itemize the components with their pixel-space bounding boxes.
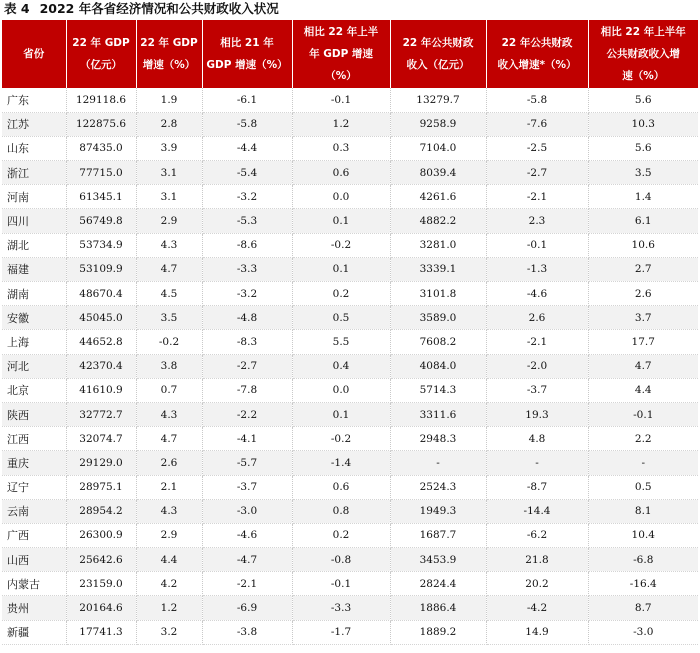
cell-vs-2021-gdp-growth: -7.8 — [202, 378, 292, 402]
cell-province: 福建 — [2, 257, 66, 281]
cell-vs-h1-fiscal-growth: 3.5 — [588, 161, 698, 185]
cell-vs-h1-gdp-growth: -0.2 — [292, 233, 390, 257]
province-economy-table — [2, 20, 698, 645]
cell-gdp: 32772.7 — [66, 402, 136, 426]
cell-vs-h1-gdp-growth: 0.1 — [292, 257, 390, 281]
cell-province: 广西 — [2, 523, 66, 547]
cell-gdp-growth: 3.1 — [136, 161, 202, 185]
cell-province: 湖北 — [2, 233, 66, 257]
cell-gdp: 48670.4 — [66, 282, 136, 306]
cell-gdp-growth: 3.5 — [136, 306, 202, 330]
cell-gdp: 17741.3 — [66, 620, 136, 644]
header-line: （%） — [325, 70, 357, 82]
cell-fiscal-revenue-growth: -4.2 — [486, 596, 588, 620]
table-row — [2, 330, 698, 354]
cell-fiscal-revenue: 2948.3 — [390, 427, 486, 451]
cell-fiscal-revenue: 13279.7 — [390, 88, 486, 112]
cell-vs-2021-gdp-growth: -6.1 — [202, 88, 292, 112]
cell-fiscal-revenue: 5714.3 — [390, 378, 486, 402]
cell-vs-2021-gdp-growth: -2.7 — [202, 354, 292, 378]
header-line: 省份 — [23, 48, 45, 60]
cell-fiscal-revenue: 3453.9 — [390, 548, 486, 572]
cell-fiscal-revenue: 3101.8 — [390, 282, 486, 306]
cell-vs-h1-fiscal-growth: 8.1 — [588, 499, 698, 523]
header-line: 相比 21 年 — [220, 37, 274, 49]
cell-gdp-growth: 4.3 — [136, 233, 202, 257]
cell-province: 河北 — [2, 354, 66, 378]
cell-vs-2021-gdp-growth: -4.6 — [202, 523, 292, 547]
table-row — [2, 257, 698, 281]
cell-fiscal-revenue-growth: -2.7 — [486, 161, 588, 185]
header-province — [2, 20, 66, 88]
cell-gdp-growth: -0.2 — [136, 330, 202, 354]
cell-vs-2021-gdp-growth: -2.1 — [202, 572, 292, 596]
table-row — [2, 620, 698, 644]
cell-fiscal-revenue: 1949.3 — [390, 499, 486, 523]
table-row — [2, 451, 698, 475]
table-row — [2, 596, 698, 620]
cell-vs-h1-fiscal-growth: 17.7 — [588, 330, 698, 354]
cell-gdp: 129118.6 — [66, 88, 136, 112]
cell-gdp-growth: 3.8 — [136, 354, 202, 378]
cell-vs-2021-gdp-growth: -3.2 — [202, 282, 292, 306]
cell-gdp-growth: 4.3 — [136, 499, 202, 523]
cell-fiscal-revenue: 4261.6 — [390, 185, 486, 209]
cell-fiscal-revenue: 1889.2 — [390, 620, 486, 644]
cell-vs-h1-gdp-growth: -0.1 — [292, 572, 390, 596]
cell-fiscal-revenue-growth: 2.3 — [486, 209, 588, 233]
cell-gdp-growth: 1.2 — [136, 596, 202, 620]
cell-vs-h1-fiscal-growth: 6.1 — [588, 209, 698, 233]
cell-province: 云南 — [2, 499, 66, 523]
cell-fiscal-revenue: 7608.2 — [390, 330, 486, 354]
cell-province: 山西 — [2, 548, 66, 572]
cell-vs-h1-gdp-growth: -0.8 — [292, 548, 390, 572]
header-gdp-growth — [136, 20, 202, 88]
cell-vs-h1-fiscal-growth: 1.4 — [588, 185, 698, 209]
cell-gdp-growth: 4.4 — [136, 548, 202, 572]
table-row — [2, 475, 698, 499]
header-line: 22 年 GDP — [72, 37, 130, 49]
table-row — [2, 233, 698, 257]
cell-gdp: 20164.6 — [66, 596, 136, 620]
cell-vs-h1-gdp-growth: 0.2 — [292, 282, 390, 306]
cell-gdp-growth: 1.9 — [136, 88, 202, 112]
cell-vs-2021-gdp-growth: -4.1 — [202, 427, 292, 451]
cell-gdp: 45045.0 — [66, 306, 136, 330]
cell-fiscal-revenue-growth: -2.1 — [486, 185, 588, 209]
header-line: 增速（%） — [142, 59, 196, 71]
cell-fiscal-revenue-growth: 2.6 — [486, 306, 588, 330]
cell-gdp: 41610.9 — [66, 378, 136, 402]
cell-province: 北京 — [2, 378, 66, 402]
cell-gdp-growth: 3.2 — [136, 620, 202, 644]
cell-fiscal-revenue-growth: 14.9 — [486, 620, 588, 644]
table-row — [2, 427, 698, 451]
cell-vs-h1-gdp-growth: -1.7 — [292, 620, 390, 644]
table-header — [2, 20, 698, 88]
cell-vs-2021-gdp-growth: -8.6 — [202, 233, 292, 257]
cell-gdp-growth: 3.1 — [136, 185, 202, 209]
table-row — [2, 161, 698, 185]
cell-vs-h1-fiscal-growth: - — [588, 451, 698, 475]
cell-vs-h1-gdp-growth: 0.5 — [292, 306, 390, 330]
cell-gdp: 26300.9 — [66, 523, 136, 547]
cell-province: 贵州 — [2, 596, 66, 620]
cell-vs-2021-gdp-growth: -3.2 — [202, 185, 292, 209]
header-gdp — [66, 20, 136, 88]
cell-gdp-growth: 0.7 — [136, 378, 202, 402]
header-line: 收入增速*（%） — [497, 59, 577, 71]
cell-vs-h1-gdp-growth: 0.6 — [292, 475, 390, 499]
cell-vs-h1-fiscal-growth: 2.2 — [588, 427, 698, 451]
header-line: 22 年公共财政 — [501, 37, 573, 49]
cell-vs-2021-gdp-growth: -4.7 — [202, 548, 292, 572]
cell-gdp-growth: 2.6 — [136, 451, 202, 475]
cell-vs-2021-gdp-growth: -5.8 — [202, 112, 292, 136]
cell-vs-h1-fiscal-growth: 2.7 — [588, 257, 698, 281]
cell-gdp: 56749.8 — [66, 209, 136, 233]
cell-fiscal-revenue: 3311.6 — [390, 402, 486, 426]
cell-vs-h1-fiscal-growth: -3.0 — [588, 620, 698, 644]
cell-fiscal-revenue-growth: 4.8 — [486, 427, 588, 451]
cell-gdp: 87435.0 — [66, 136, 136, 160]
cell-vs-2021-gdp-growth: -2.2 — [202, 402, 292, 426]
cell-fiscal-revenue-growth: -2.0 — [486, 354, 588, 378]
cell-fiscal-revenue: 4084.0 — [390, 354, 486, 378]
cell-fiscal-revenue-growth: 20.2 — [486, 572, 588, 596]
cell-vs-h1-fiscal-growth: 0.5 — [588, 475, 698, 499]
header-line: 年 GDP 增速 — [309, 48, 373, 60]
cell-vs-2021-gdp-growth: -3.3 — [202, 257, 292, 281]
cell-gdp: 77715.0 — [66, 161, 136, 185]
cell-fiscal-revenue: 2824.4 — [390, 572, 486, 596]
cell-gdp-growth: 4.7 — [136, 427, 202, 451]
cell-fiscal-revenue-growth: -4.6 — [486, 282, 588, 306]
cell-vs-2021-gdp-growth: -5.4 — [202, 161, 292, 185]
cell-vs-h1-gdp-growth: -1.4 — [292, 451, 390, 475]
table-row — [2, 209, 698, 233]
cell-gdp: 61345.1 — [66, 185, 136, 209]
cell-province: 江西 — [2, 427, 66, 451]
cell-fiscal-revenue: 4882.2 — [390, 209, 486, 233]
table-row — [2, 572, 698, 596]
cell-vs-h1-gdp-growth: -3.3 — [292, 596, 390, 620]
table-row — [2, 185, 698, 209]
table-caption — [4, 2, 279, 16]
cell-gdp-growth: 4.3 — [136, 402, 202, 426]
cell-vs-2021-gdp-growth: -3.7 — [202, 475, 292, 499]
cell-fiscal-revenue-growth: -2.1 — [486, 330, 588, 354]
cell-gdp-growth: 4.5 — [136, 282, 202, 306]
cell-vs-2021-gdp-growth: -4.8 — [202, 306, 292, 330]
cell-fiscal-revenue-growth: - — [486, 451, 588, 475]
cell-fiscal-revenue-growth: -3.7 — [486, 378, 588, 402]
cell-fiscal-revenue: - — [390, 451, 486, 475]
table-row — [2, 306, 698, 330]
header-line: 22 年公共财政 — [402, 37, 474, 49]
cell-vs-h1-fiscal-growth: -6.8 — [588, 548, 698, 572]
table-row — [2, 523, 698, 547]
cell-gdp-growth: 4.2 — [136, 572, 202, 596]
cell-fiscal-revenue: 8039.4 — [390, 161, 486, 185]
cell-gdp: 44652.8 — [66, 330, 136, 354]
cell-gdp: 32074.7 — [66, 427, 136, 451]
cell-fiscal-revenue: 3281.0 — [390, 233, 486, 257]
cell-province: 浙江 — [2, 161, 66, 185]
cell-vs-h1-gdp-growth: 0.8 — [292, 499, 390, 523]
cell-fiscal-revenue-growth: 19.3 — [486, 402, 588, 426]
cell-gdp: 29129.0 — [66, 451, 136, 475]
cell-fiscal-revenue-growth: -0.1 — [486, 233, 588, 257]
table-row — [2, 112, 698, 136]
table-row — [2, 282, 698, 306]
cell-gdp-growth: 2.9 — [136, 523, 202, 547]
table-row — [2, 136, 698, 160]
cell-province: 四川 — [2, 209, 66, 233]
table-row — [2, 88, 698, 112]
header-line: 相比 22 年上半 — [303, 26, 379, 38]
cell-fiscal-revenue-growth: -7.6 — [486, 112, 588, 136]
cell-vs-2021-gdp-growth: -3.0 — [202, 499, 292, 523]
cell-province: 辽宁 — [2, 475, 66, 499]
cell-province: 上海 — [2, 330, 66, 354]
cell-province: 河南 — [2, 185, 66, 209]
cell-gdp-growth: 2.1 — [136, 475, 202, 499]
cell-gdp-growth: 4.7 — [136, 257, 202, 281]
cell-fiscal-revenue: 3339.1 — [390, 257, 486, 281]
cell-fiscal-revenue: 3589.0 — [390, 306, 486, 330]
table-title: 2022 年各省经济情况和公共财政收入状况 — [39, 1, 279, 16]
cell-vs-h1-fiscal-growth: 10.4 — [588, 523, 698, 547]
cell-vs-h1-fiscal-growth: 5.6 — [588, 88, 698, 112]
cell-province: 陕西 — [2, 402, 66, 426]
cell-province: 江苏 — [2, 112, 66, 136]
cell-vs-h1-fiscal-growth: 10.3 — [588, 112, 698, 136]
cell-vs-2021-gdp-growth: -4.4 — [202, 136, 292, 160]
cell-fiscal-revenue-growth: -2.5 — [486, 136, 588, 160]
cell-fiscal-revenue-growth: -5.8 — [486, 88, 588, 112]
cell-province: 安徽 — [2, 306, 66, 330]
cell-vs-2021-gdp-growth: -3.8 — [202, 620, 292, 644]
cell-gdp: 23159.0 — [66, 572, 136, 596]
cell-vs-h1-fiscal-growth: -0.1 — [588, 402, 698, 426]
header-line: 22 年 GDP — [140, 37, 198, 49]
cell-fiscal-revenue-growth: -8.7 — [486, 475, 588, 499]
cell-province: 新疆 — [2, 620, 66, 644]
cell-gdp: 53109.9 — [66, 257, 136, 281]
cell-province: 内蒙古 — [2, 572, 66, 596]
cell-vs-h1-gdp-growth: 0.1 — [292, 402, 390, 426]
cell-fiscal-revenue-growth: -6.2 — [486, 523, 588, 547]
cell-gdp-growth: 2.8 — [136, 112, 202, 136]
cell-vs-h1-fiscal-growth: 4.7 — [588, 354, 698, 378]
cell-province: 山东 — [2, 136, 66, 160]
cell-fiscal-revenue: 2524.3 — [390, 475, 486, 499]
cell-fiscal-revenue-growth: -1.3 — [486, 257, 588, 281]
header-vs-h1-fiscal-growth — [588, 20, 698, 88]
header-vs-h1-gdp-growth — [292, 20, 390, 88]
cell-gdp-growth: 3.9 — [136, 136, 202, 160]
cell-vs-h1-gdp-growth: 5.5 — [292, 330, 390, 354]
cell-vs-h1-fiscal-growth: 5.6 — [588, 136, 698, 160]
cell-gdp: 122875.6 — [66, 112, 136, 136]
cell-vs-h1-gdp-growth: 0.1 — [292, 209, 390, 233]
cell-gdp: 28954.2 — [66, 499, 136, 523]
header-vs-2021-gdp-growth — [202, 20, 292, 88]
header-line: （亿元） — [80, 59, 122, 71]
header-line: 速（%） — [622, 70, 665, 82]
table-row — [2, 378, 698, 402]
cell-fiscal-revenue-growth: -14.4 — [486, 499, 588, 523]
cell-vs-h1-fiscal-growth: 3.7 — [588, 306, 698, 330]
table-row — [2, 548, 698, 572]
cell-fiscal-revenue: 1687.7 — [390, 523, 486, 547]
cell-province: 湖南 — [2, 282, 66, 306]
header-line: 收入（亿元） — [406, 59, 470, 71]
cell-fiscal-revenue: 1886.4 — [390, 596, 486, 620]
cell-fiscal-revenue: 9258.9 — [390, 112, 486, 136]
table-body — [2, 88, 698, 644]
header-line: 公共财政收入增 — [606, 48, 680, 60]
cell-vs-h1-gdp-growth: 0.2 — [292, 523, 390, 547]
header-line: 相比 22 年上半年 — [600, 26, 686, 38]
cell-gdp: 28975.1 — [66, 475, 136, 499]
cell-vs-h1-fiscal-growth: -16.4 — [588, 572, 698, 596]
table-row — [2, 402, 698, 426]
cell-vs-h1-gdp-growth: 0.4 — [292, 354, 390, 378]
cell-vs-h1-gdp-growth: 0.0 — [292, 185, 390, 209]
table-number: 表 4 — [4, 1, 30, 16]
header-fiscal-revenue-growth — [486, 20, 588, 88]
cell-gdp: 53734.9 — [66, 233, 136, 257]
cell-vs-h1-fiscal-growth: 2.6 — [588, 282, 698, 306]
cell-fiscal-revenue: 7104.0 — [390, 136, 486, 160]
header-row — [2, 20, 698, 88]
cell-province: 广东 — [2, 88, 66, 112]
table-row — [2, 354, 698, 378]
header-line: GDP 增速（%） — [206, 59, 288, 71]
cell-vs-2021-gdp-growth: -5.7 — [202, 451, 292, 475]
cell-vs-h1-gdp-growth: -0.1 — [292, 88, 390, 112]
cell-vs-h1-gdp-growth: 1.2 — [292, 112, 390, 136]
cell-vs-2021-gdp-growth: -5.3 — [202, 209, 292, 233]
cell-vs-h1-gdp-growth: 0.3 — [292, 136, 390, 160]
cell-vs-h1-gdp-growth: -0.2 — [292, 427, 390, 451]
cell-vs-h1-fiscal-growth: 4.4 — [588, 378, 698, 402]
cell-vs-h1-fiscal-growth: 10.6 — [588, 233, 698, 257]
cell-vs-h1-gdp-growth: 0.6 — [292, 161, 390, 185]
cell-gdp: 25642.6 — [66, 548, 136, 572]
table-row — [2, 499, 698, 523]
cell-gdp-growth: 2.9 — [136, 209, 202, 233]
cell-vs-2021-gdp-growth: -8.3 — [202, 330, 292, 354]
cell-fiscal-revenue-growth: 21.8 — [486, 548, 588, 572]
cell-vs-2021-gdp-growth: -6.9 — [202, 596, 292, 620]
cell-vs-h1-fiscal-growth: 8.7 — [588, 596, 698, 620]
cell-province: 重庆 — [2, 451, 66, 475]
cell-gdp: 42370.4 — [66, 354, 136, 378]
cell-vs-h1-gdp-growth: 0.0 — [292, 378, 390, 402]
header-fiscal-revenue — [390, 20, 486, 88]
